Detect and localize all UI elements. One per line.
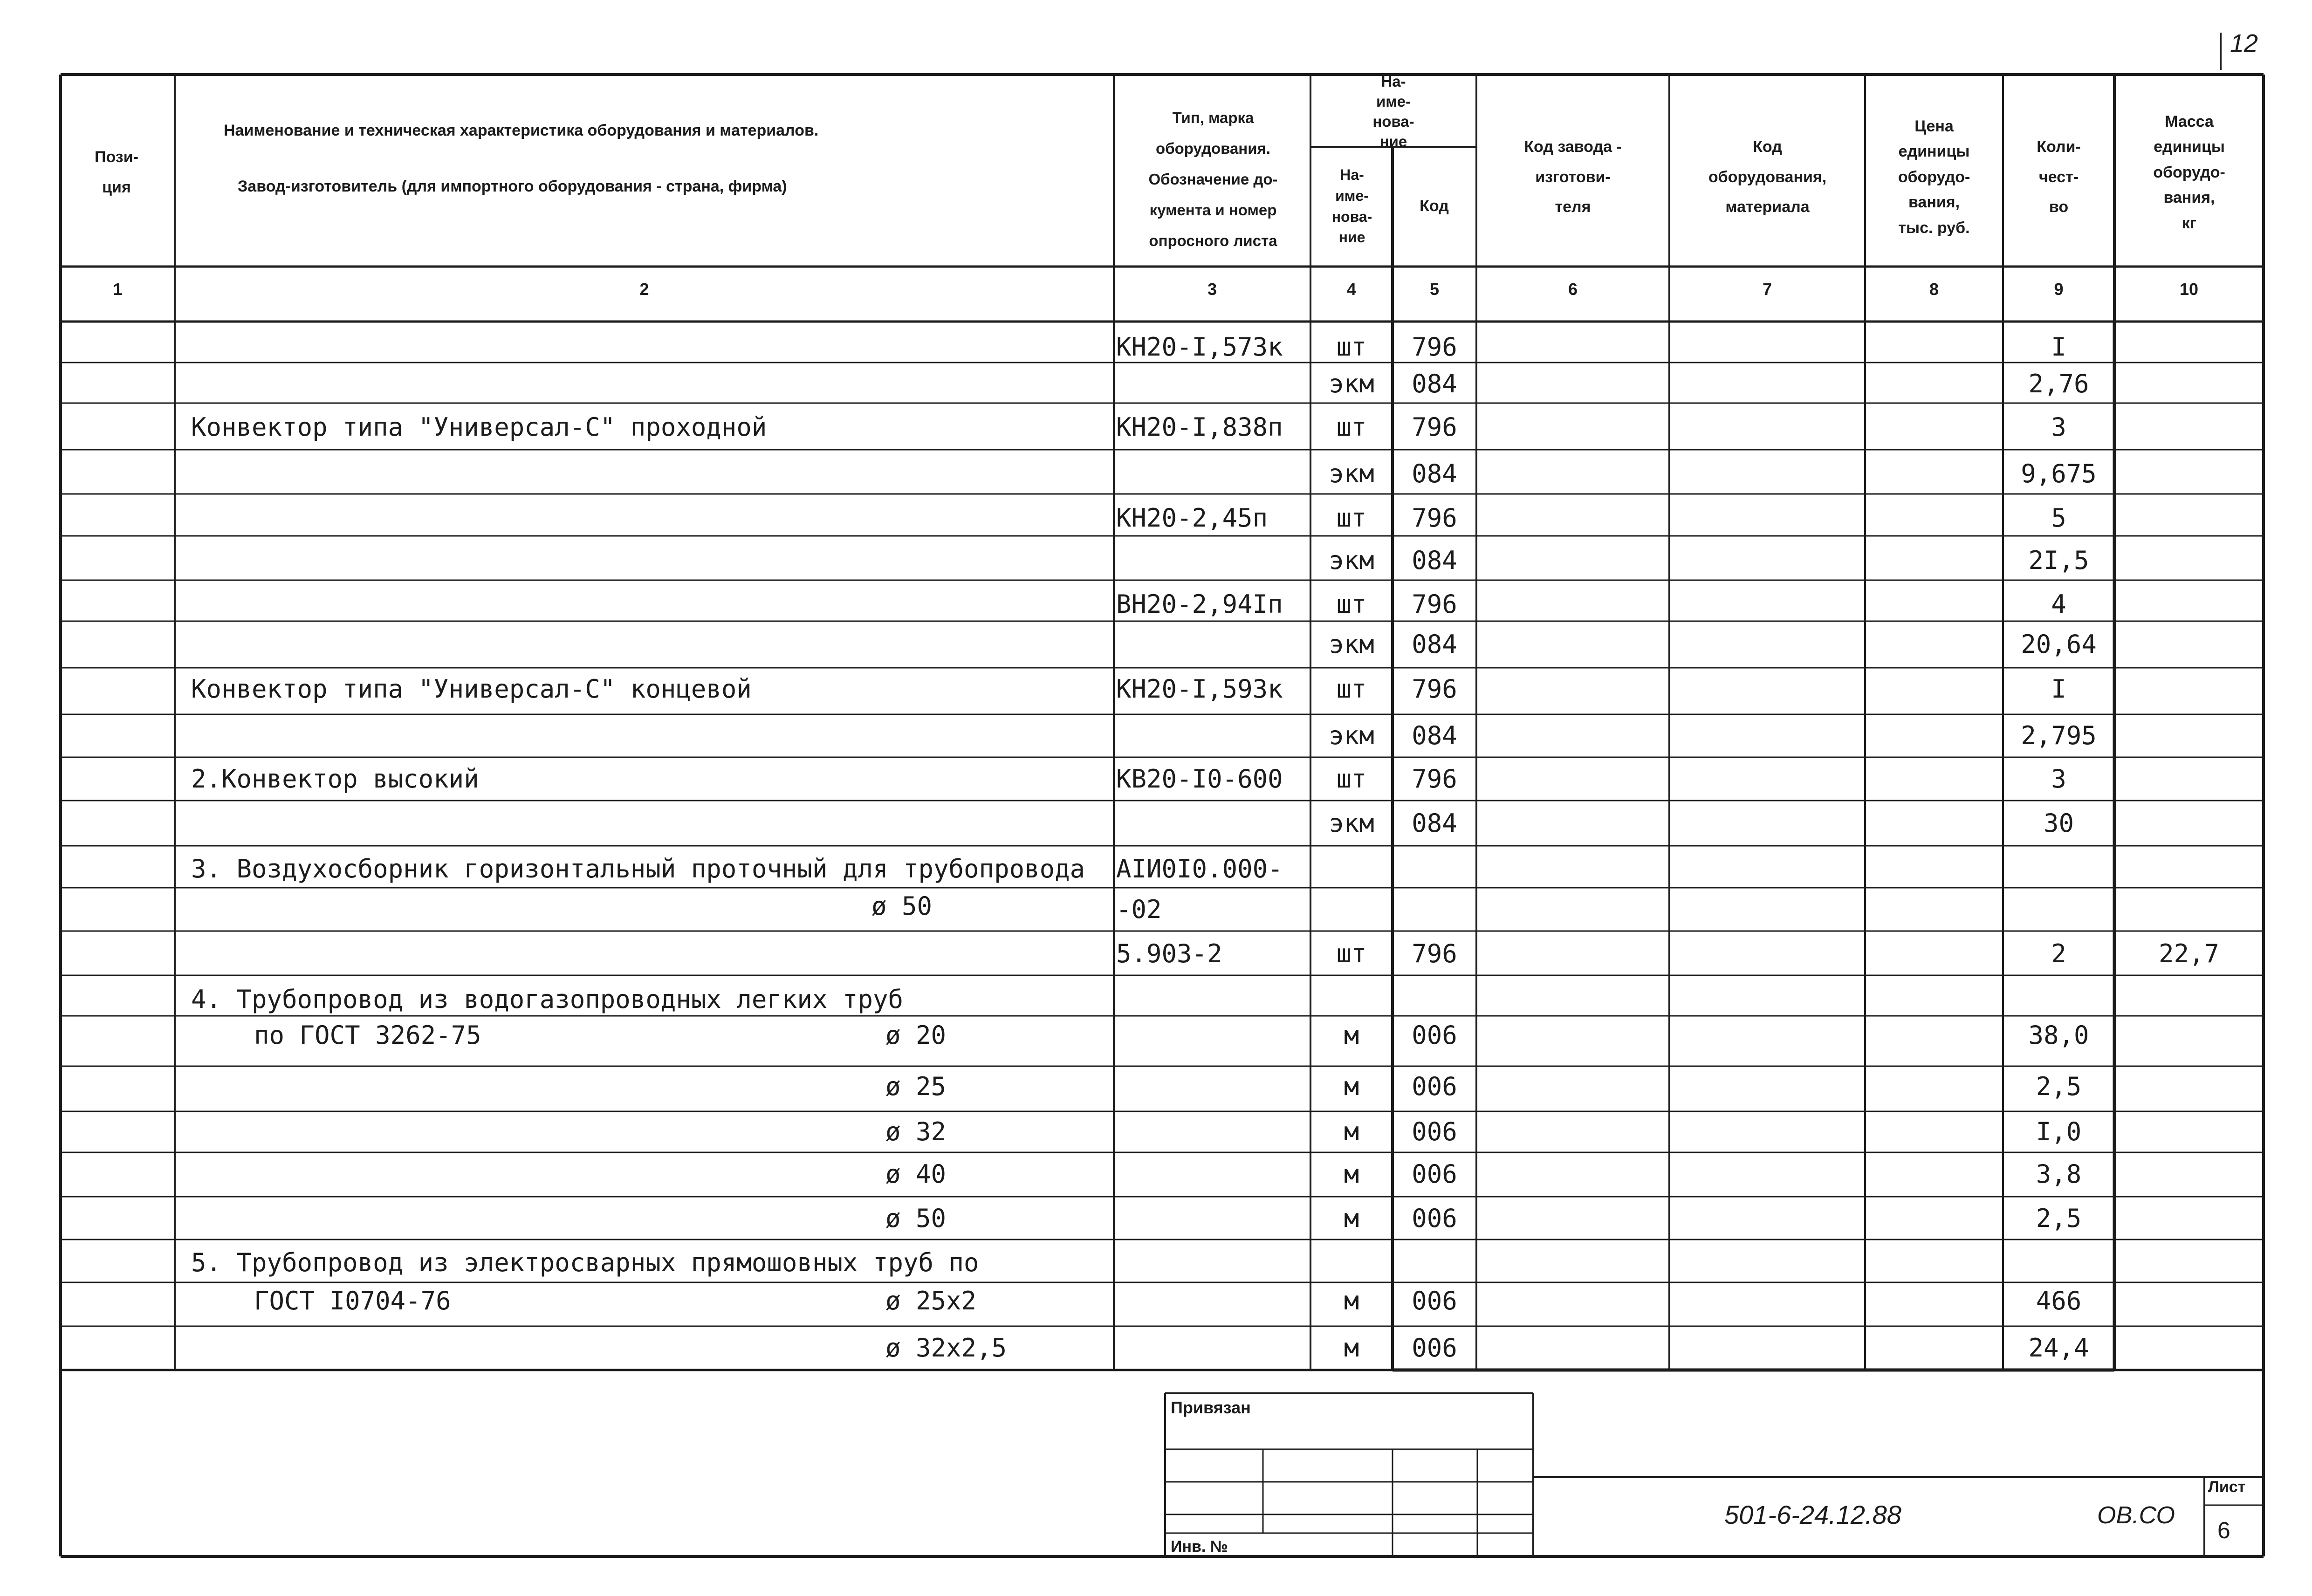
diameter-25x2: ø 25х2 [885, 1286, 977, 1315]
row-unit-name: шт [1336, 939, 1367, 968]
header-name-line1: Наименование и техническая характеристика оборудования и материалов. [224, 121, 819, 139]
row-name: 4. Трубопровод из водогазопроводных легких труб [191, 985, 904, 1014]
row-unit-code: 084 [1412, 721, 1457, 750]
row-quantity: 9,675 [2021, 459, 2097, 488]
row-unit-code: 084 [1412, 369, 1457, 398]
row-type: ВН20-2,94Iп [1116, 589, 1283, 619]
row-quantity: 466 [2036, 1286, 2082, 1315]
column-number: 10 [2179, 280, 2199, 299]
document-code: 501-6-24.12.88 [1724, 1500, 1901, 1529]
header-equipment-code: Код оборудования, материала [1708, 138, 1827, 216]
row-unit-code: 006 [1412, 1117, 1457, 1146]
row-unit-code: 796 [1412, 332, 1457, 362]
row-quantity: 2,795 [2021, 721, 2097, 750]
row-unit-code: 006 [1412, 1333, 1457, 1363]
header-name-line2: Завод-изготовитель (для импортного оборудования - страна, фирма) [238, 177, 787, 195]
row-unit-name: экм [1329, 808, 1374, 838]
row-unit-name: м [1344, 1159, 1359, 1189]
row-name: 3. Воздухосборник горизонтальный проточный для трубопровода [191, 854, 1085, 884]
column-number: 1 [113, 280, 123, 299]
stamp-privyazan: Привязан [1171, 1398, 1251, 1417]
row-quantity: 2,5 [2036, 1204, 2082, 1233]
row-unit-code: 084 [1412, 808, 1457, 838]
row-unit-code: 006 [1412, 1159, 1457, 1189]
row-name: Конвектор типа "Универсал-С" проходной [191, 412, 767, 442]
row-unit-code: 084 [1412, 459, 1457, 488]
row-unit-code: 006 [1412, 1072, 1457, 1101]
stamp-inventory-number: Инв. № [1171, 1538, 1228, 1555]
row-quantity: I [2051, 332, 2066, 362]
row-unit-name: м [1344, 1117, 1359, 1146]
row-unit-code: 796 [1412, 503, 1457, 533]
row-mass: 22,7 [2158, 939, 2220, 968]
row-type: КН20-I,593к [1116, 674, 1283, 704]
row-unit-name: экм [1329, 630, 1374, 659]
row-name: Конвектор типа "Универсал-С" концевой [191, 674, 752, 704]
row-unit-name: м [1344, 1333, 1359, 1363]
header-unit-code: Код [1420, 197, 1449, 215]
row-unit-name: шт [1336, 412, 1367, 442]
sheet-number: 6 [2217, 1517, 2230, 1543]
gost-10704: ГОСТ I0704-76 [254, 1286, 451, 1315]
header-unit-name: На- име- нова- ние [1331, 166, 1372, 246]
header-factory-code: Код завода - изготови- теля [1524, 138, 1622, 216]
header-unit-group: На- име- нова- ние [1372, 73, 1414, 150]
row-unit-name: шт [1336, 503, 1367, 533]
row-type: 5.903-2 [1116, 939, 1222, 968]
row-quantity: 24,4 [2028, 1333, 2089, 1363]
diameter-50: ø 50 [885, 1204, 947, 1233]
row-quantity: 38,0 [2028, 1021, 2089, 1050]
row-unit-name: м [1344, 1286, 1359, 1315]
row-quantity: 20,64 [2021, 630, 2097, 659]
row-unit-code: 796 [1412, 589, 1457, 619]
diameter-40: ø 40 [885, 1159, 947, 1189]
row-unit-name: шт [1336, 764, 1367, 794]
row-unit-name: экм [1329, 546, 1374, 575]
diameter-32x2-5: ø 32х2,5 [885, 1333, 1007, 1363]
row-type: КН20-I,838п [1116, 412, 1283, 442]
column-number: 3 [1207, 280, 1217, 299]
row-unit-code: 796 [1412, 674, 1457, 704]
header-quantity: Коли- чест- во [2037, 138, 2081, 216]
diameter-20: ø 20 [885, 1021, 947, 1050]
column-number: 5 [1429, 280, 1440, 299]
row-quantity: 30 [2043, 808, 2074, 838]
row-unit-name: м [1344, 1204, 1359, 1233]
row-unit-code: 006 [1412, 1286, 1457, 1315]
column-number: 2 [639, 280, 649, 299]
row-unit-name: шт [1336, 332, 1367, 362]
row-quantity: 3,8 [2036, 1159, 2082, 1189]
row-type: КН20-2,45п [1116, 503, 1268, 533]
row-quantity: I,0 [2036, 1117, 2082, 1146]
diameter-50-air: ø 50 [871, 891, 933, 921]
diameter-25: ø 25 [885, 1072, 947, 1101]
row-unit-name: экм [1329, 721, 1374, 750]
column-number: 4 [1346, 280, 1357, 299]
row-quantity: 5 [2051, 503, 2066, 533]
gost-3262: по ГОСТ 3262-75 [254, 1021, 481, 1050]
row-unit-name: экм [1329, 369, 1374, 398]
header-mass: Масса единицы оборудо- вания, кг [2153, 113, 2225, 232]
column-number: 9 [2054, 280, 2064, 299]
row-type: -02 [1116, 895, 1162, 924]
row-quantity: 2 [2051, 939, 2066, 968]
diameter-32: ø 32 [885, 1117, 947, 1146]
row-type: КВ20-I0-600 [1116, 764, 1283, 794]
row-unit-code: 796 [1412, 412, 1457, 442]
row-name: 5. Трубопровод из электросварных прямошовных труб по [191, 1248, 979, 1277]
row-quantity: 4 [2051, 589, 2066, 619]
document-section: ОВ.СО [2097, 1502, 2175, 1529]
row-quantity: 2,76 [2028, 369, 2089, 398]
row-unit-name: шт [1336, 674, 1367, 704]
header-position: Пози- ция [95, 148, 138, 196]
header-type: Тип, марка оборудования. Обозначение до- кумента и номер опросного листа [1148, 109, 1278, 249]
row-unit-code: 006 [1412, 1204, 1457, 1233]
row-quantity: 3 [2051, 412, 2066, 442]
row-unit-code: 006 [1412, 1021, 1457, 1050]
row-unit-code: 796 [1412, 939, 1457, 968]
row-unit-name: м [1344, 1021, 1359, 1050]
column-number: 8 [1929, 280, 1939, 299]
row-quantity: 3 [2051, 764, 2066, 794]
row-quantity: I [2051, 674, 2066, 704]
row-unit-name: м [1344, 1072, 1359, 1101]
row-name: 2.Конвектор высокий [191, 764, 479, 794]
column-number: 7 [1762, 280, 1772, 299]
row-type: АIИ0I0.000- [1116, 854, 1283, 884]
row-type: КН20-I,573к [1116, 332, 1283, 362]
row-quantity: 2I,5 [2028, 546, 2089, 575]
row-unit-code: 084 [1412, 546, 1457, 575]
row-unit-code: 084 [1412, 630, 1457, 659]
row-quantity: 2,5 [2036, 1072, 2082, 1101]
column-number: 6 [1568, 280, 1578, 299]
row-unit-name: шт [1336, 589, 1367, 619]
sheet-label: Лист [2208, 1478, 2246, 1496]
header-price: Цена единицы оборудо- вания, тыс. руб. [1898, 117, 1970, 237]
row-unit-name: экм [1329, 459, 1374, 488]
page-number: 12 [2230, 29, 2258, 57]
row-unit-code: 796 [1412, 764, 1457, 794]
